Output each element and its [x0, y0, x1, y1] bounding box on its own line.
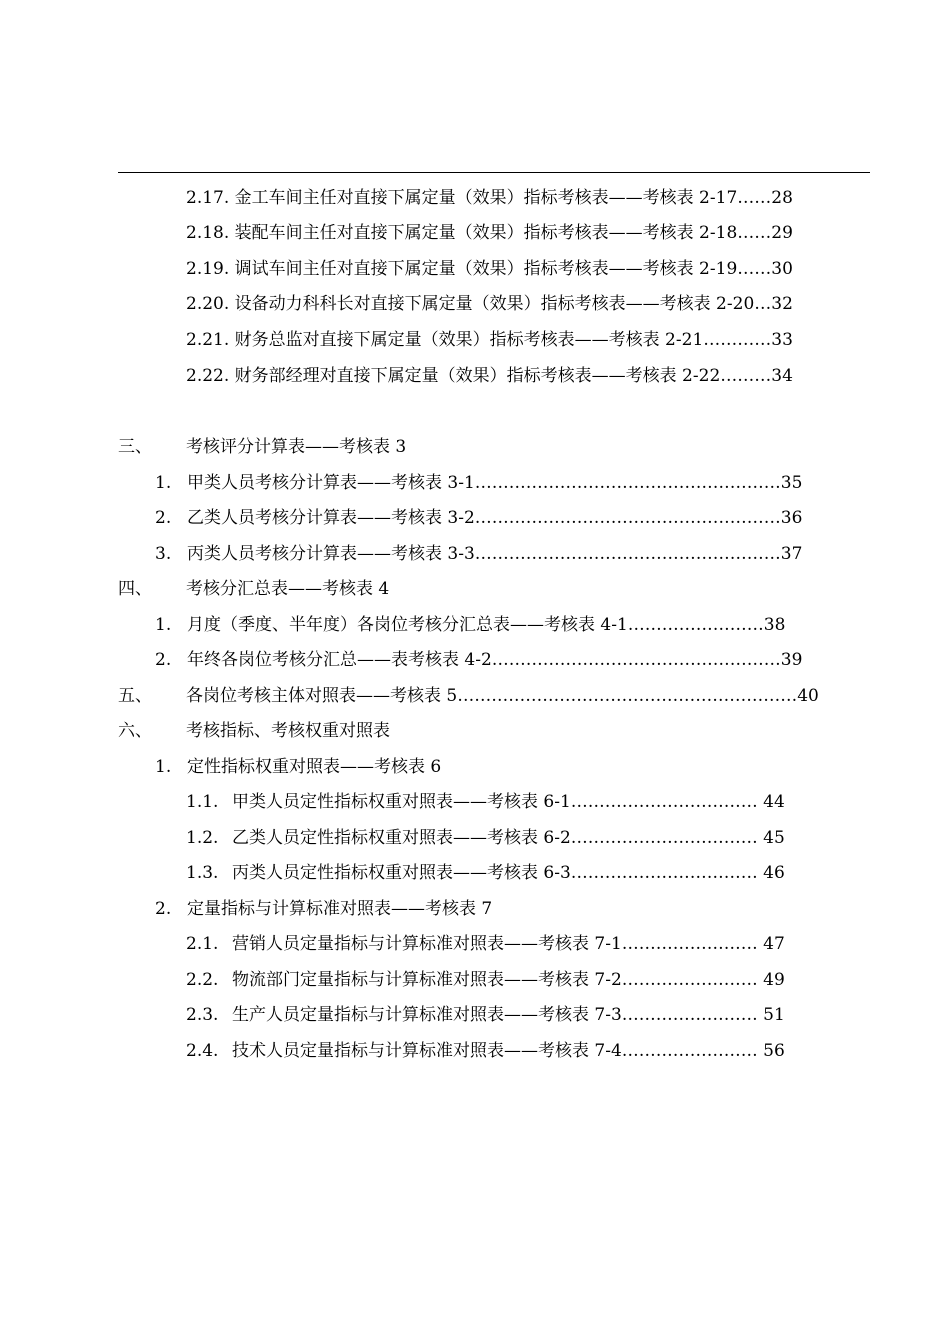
toc-entry-6-2-4[interactable]: [186, 1039, 785, 1063]
entry-number: 2.: [155, 508, 172, 528]
toc-entry-2-19[interactable]: [186, 257, 793, 281]
entry-number: 1.: [155, 473, 172, 493]
toc-entry-6-2-2[interactable]: [186, 968, 785, 992]
toc-group-6-1[interactable]: [155, 755, 441, 779]
toc-entry-text: 2.19. 调试车间主任对直接下属定量（效果）指标考核表——考核表 2-19……30: [186, 259, 793, 279]
group-title: 定量指标与计算标准对照表——考核表 7: [187, 899, 493, 919]
section-title: 考核指标、考核权重对照表: [186, 721, 390, 741]
group-title: 定性指标权重对照表——考核表 6: [187, 757, 442, 777]
toc-entry-text: 2.20. 设备动力科科长对直接下属定量（效果）指标考核表——考核表 2-20…32: [186, 294, 793, 314]
toc-entry-text: 2.22. 财务部经理对直接下属定量（效果）指标考核表——考核表 2-22………34: [186, 366, 793, 386]
section-title: 考核分汇总表——考核表 4: [186, 579, 390, 599]
toc-entry-text: 乙类人员定性指标权重对照表——考核表 6-2…………………………… 45: [232, 828, 785, 848]
entry-number: 3.: [155, 544, 172, 564]
entry-number: 2.1.: [186, 934, 219, 954]
toc-entry-3-1[interactable]: [155, 471, 802, 495]
toc-section-5[interactable]: [118, 684, 819, 708]
entry-number: 2.4.: [186, 1041, 219, 1061]
toc-entry-text: 年终各岗位考核分汇总——表考核表 4-2……………………………………………39: [187, 650, 803, 670]
toc-entry-text: 丙类人员考核分计算表——考核表 3-3………………………………………………37: [187, 544, 803, 564]
entry-number: 1.: [155, 757, 172, 777]
toc-entry-2-17[interactable]: [186, 186, 793, 210]
entry-number: 1.: [155, 615, 172, 635]
toc-section-6[interactable]: [118, 719, 390, 743]
entry-number: 1.2.: [186, 828, 219, 848]
toc-entry-6-1-3[interactable]: [186, 861, 785, 885]
header-rule: [118, 172, 870, 173]
toc-entry-text: 技术人员定量指标与计算标准对照表——考核表 7-4…………………… 56: [232, 1041, 785, 1061]
toc-entry-text: 丙类人员定性指标权重对照表——考核表 6-3…………………………… 46: [232, 863, 785, 883]
toc-entry-6-1-1[interactable]: [186, 790, 785, 814]
toc-entry-2-21[interactable]: [186, 328, 793, 352]
section-number: 六、: [118, 721, 152, 741]
entry-number: 2.2.: [186, 970, 219, 990]
toc-entry-6-1-2[interactable]: [186, 826, 785, 850]
toc-entry-text: 月度（季度、半年度）各岗位考核分汇总表——考核表 4-1……………………38: [187, 615, 786, 635]
toc-entry-4-2[interactable]: [155, 648, 802, 672]
section-number: 三、: [118, 437, 152, 457]
section-title: 各岗位考核主体对照表——考核表 5……………………………………………………40: [186, 686, 819, 706]
section-number: 四、: [118, 579, 152, 599]
toc-entry-3-3[interactable]: [155, 542, 802, 566]
entry-number: 2.: [155, 650, 172, 670]
toc-entry-text: 2.17. 金工车间主任对直接下属定量（效果）指标考核表——考核表 2-17……28: [186, 188, 793, 208]
entry-number: 1.3.: [186, 863, 219, 883]
toc-entry-2-18[interactable]: [186, 221, 793, 245]
toc-entry-6-2-3[interactable]: [186, 1003, 785, 1027]
entry-number: 2.: [155, 899, 172, 919]
toc-entry-6-2-1[interactable]: [186, 932, 785, 956]
toc-entry-3-2[interactable]: [155, 506, 802, 530]
toc-entry-text: 甲类人员定性指标权重对照表——考核表 6-1…………………………… 44: [232, 792, 785, 812]
toc-entry-text: 2.21. 财务总监对直接下属定量（效果）指标考核表——考核表 2-21…………33: [186, 330, 793, 350]
toc-group-6-2[interactable]: [155, 897, 492, 921]
toc-entry-2-22[interactable]: [186, 364, 793, 388]
toc-entry-text: 物流部门定量指标与计算标准对照表——考核表 7-2…………………… 49: [232, 970, 785, 990]
entry-number: 2.3.: [186, 1005, 219, 1025]
toc-section-3[interactable]: [118, 435, 406, 459]
toc-entry-text: 2.18. 装配车间主任对直接下属定量（效果）指标考核表——考核表 2-18……29: [186, 223, 793, 243]
section-number: 五、: [118, 686, 152, 706]
toc-entry-text: 生产人员定量指标与计算标准对照表——考核表 7-3…………………… 51: [232, 1005, 785, 1025]
section-title: 考核评分计算表——考核表 3: [186, 437, 407, 457]
toc-entry-text: 乙类人员考核分计算表——考核表 3-2………………………………………………36: [187, 508, 803, 528]
toc-entry-4-1[interactable]: [155, 613, 785, 637]
toc-entry-text: 营销人员定量指标与计算标准对照表——考核表 7-1…………………… 47: [232, 934, 785, 954]
toc-entry-text: 甲类人员考核分计算表——考核表 3-1………………………………………………35: [187, 473, 803, 493]
toc-entry-2-20[interactable]: [186, 292, 793, 316]
toc-section-4[interactable]: [118, 577, 389, 601]
entry-number: 1.1.: [186, 792, 219, 812]
